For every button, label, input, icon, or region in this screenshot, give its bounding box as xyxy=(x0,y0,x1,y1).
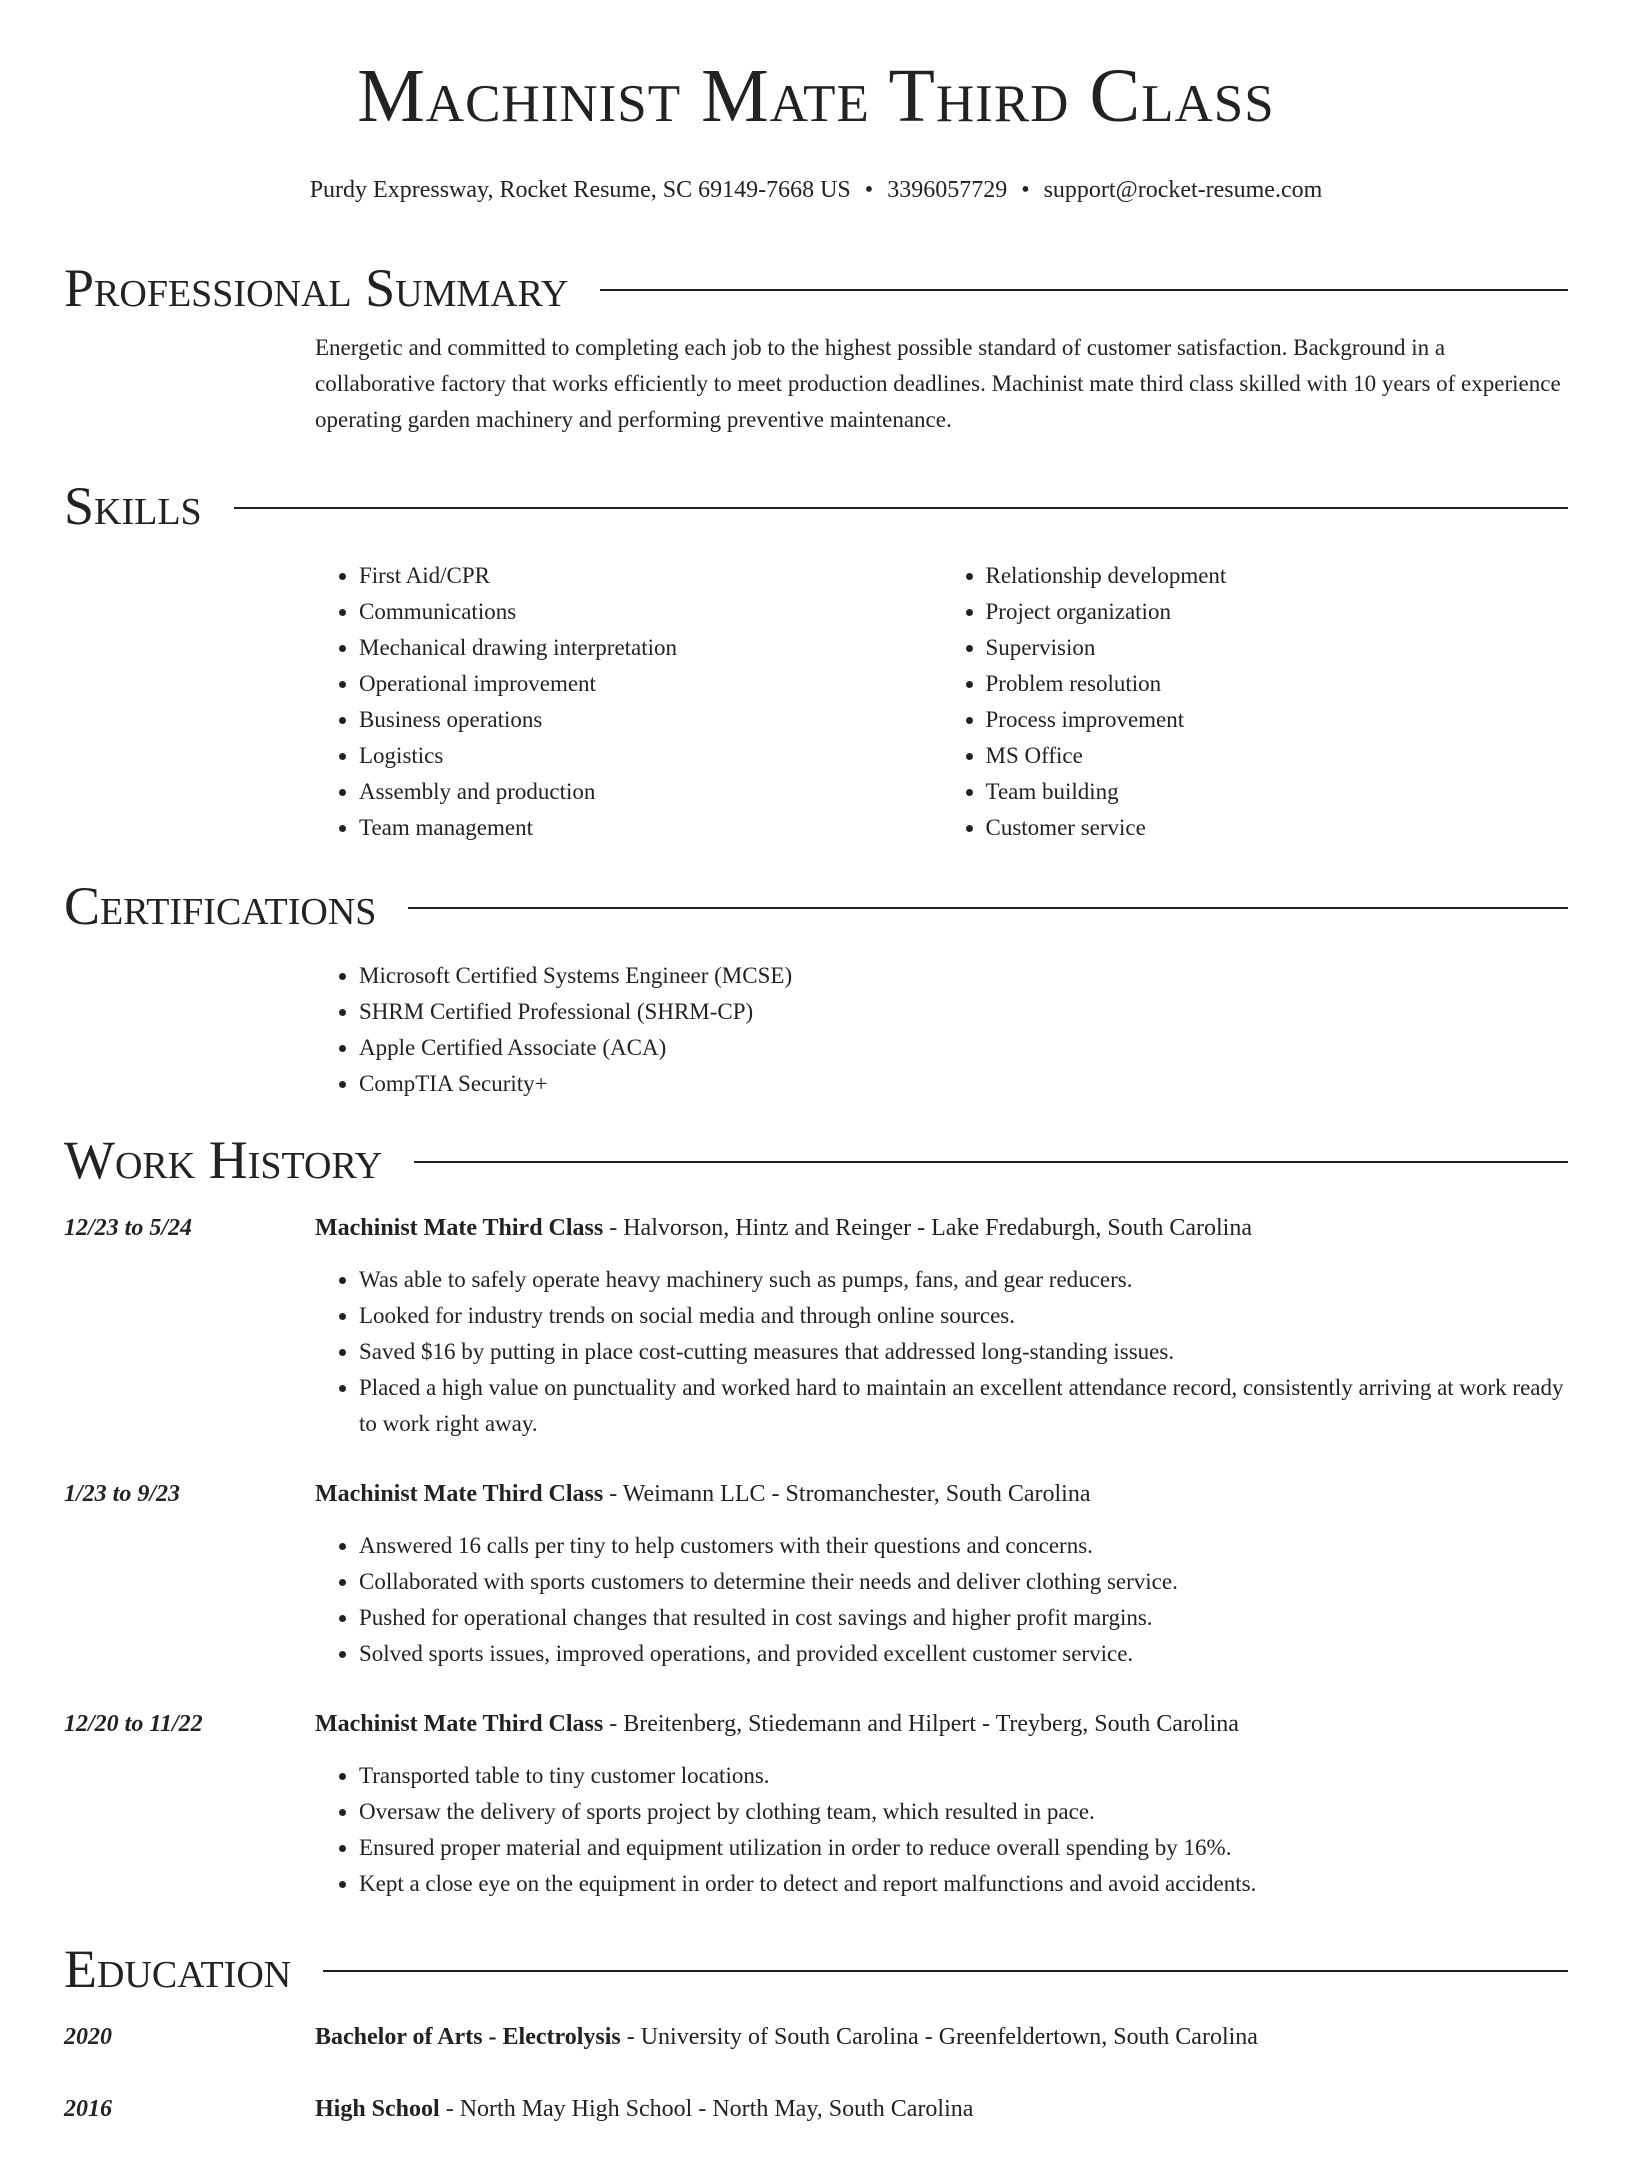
skills-column-right xyxy=(942,558,1569,846)
skills-section xyxy=(64,474,1568,846)
job-bullet: • Collaborated with sports customers to determine their needs and deliver clothing service. xyxy=(359,1564,1568,1600)
job-company: - Breitenberg, Stiedemann and Hilpert - Treyberg, South Carolina xyxy=(603,1711,1239,1737)
section-title: Certifications xyxy=(64,876,377,936)
skill-item: • MS Office xyxy=(986,738,1569,774)
job-bullet: • Ensured proper material and equipment utilization in order to reduce overall spending by 16%. xyxy=(359,1830,1568,1866)
certification-item: • CompTIA Security+ xyxy=(359,1066,1568,1102)
skill-item: • Team management xyxy=(359,810,942,846)
section-divider xyxy=(323,1970,1568,1972)
education-degree: High School xyxy=(315,2096,440,2122)
skill-item: • Customer service xyxy=(986,810,1569,846)
section-title: Work History xyxy=(64,1130,383,1190)
section-title: Professional Summary xyxy=(64,258,569,318)
education-entry xyxy=(64,2091,1568,2127)
skill-item: • Communications xyxy=(359,594,942,630)
certification-item: • SHRM Certified Professional (SHRM-CP) xyxy=(359,994,1568,1030)
section-divider xyxy=(600,289,1568,291)
education-school: - University of South Carolina - Greenfeldertown, South Carolina xyxy=(620,2024,1258,2050)
education-line xyxy=(315,2019,1568,2055)
job-role: Machinist Mate Third Class xyxy=(315,1481,604,1507)
certifications-list xyxy=(315,958,1568,1102)
skill-item: • Project organization xyxy=(986,594,1569,630)
job-dates: 1/23 to 9/23 xyxy=(64,1481,181,1507)
job-company: - Weimann LLC - Stromanchester, South Carolina xyxy=(603,1481,1091,1507)
education-degree: Bachelor of Arts - Electrolysis xyxy=(315,2024,621,2050)
contact-separator: • xyxy=(864,177,874,203)
job-bullets xyxy=(315,1262,1568,1442)
job-role: Machinist Mate Third Class xyxy=(315,1711,604,1737)
skill-item: • Logistics xyxy=(359,738,942,774)
job-entry xyxy=(64,1706,1568,1902)
certification-item: • Apple Certified Associate (ACA) xyxy=(359,1030,1568,1066)
work-history-section xyxy=(64,1128,1568,1936)
job-title-line xyxy=(315,1476,1568,1512)
skill-item: • Relationship development xyxy=(986,558,1569,594)
skill-item: • Operational improvement xyxy=(359,666,942,702)
job-bullets xyxy=(315,1758,1568,1902)
email: support@rocket-resume.com xyxy=(1043,177,1323,203)
section-divider xyxy=(234,507,1568,509)
certification-item: • Microsoft Certified Systems Engineer (MCSE) xyxy=(359,958,1568,994)
skills-list xyxy=(315,558,1568,846)
address: Purdy Expressway, Rocket Resume, SC 69149-7668 US xyxy=(309,177,851,203)
education-school: - North May High School - North May, South Carolina xyxy=(439,2096,974,2122)
education-entry xyxy=(64,2019,1568,2055)
job-title-line xyxy=(315,1210,1568,1246)
job-bullet: • Kept a close eye on the equipment in order to detect and report malfunctions and avoid accidents. xyxy=(359,1866,1568,1902)
job-role: Machinist Mate Third Class xyxy=(315,1215,604,1241)
skill-item: • Supervision xyxy=(986,630,1569,666)
skills-column-left xyxy=(315,558,942,846)
job-bullet: • Transported table to tiny customer locations. xyxy=(359,1758,1568,1794)
summary-text: Energetic and committed to completing each job to the highest possible standard of customer satisfaction. Background in a collaborative factory that works efficiently to meet production deadlines. Machinist mate third class skilled with 10 years of experience operating garden machinery and performing preventive maintenance. xyxy=(315,335,1561,432)
job-bullet: • Pushed for operational changes that resulted in cost savings and higher profit margins. xyxy=(359,1600,1568,1636)
education-section xyxy=(64,1937,1568,2163)
job-entry xyxy=(64,1476,1568,1672)
candidate-name: Machinist Mate Third Class xyxy=(357,54,1275,138)
job-dates: 12/20 to 11/22 xyxy=(64,1711,203,1737)
section-title: Skills xyxy=(64,476,202,536)
skill-item: • Process improvement xyxy=(986,702,1569,738)
skill-item: • Assembly and production xyxy=(359,774,942,810)
education-year: 2016 xyxy=(64,2096,112,2122)
contact-separator: • xyxy=(1021,177,1030,203)
education-line xyxy=(315,2091,1568,2127)
skill-item: • First Aid/CPR xyxy=(359,558,942,594)
skill-item: • Business operations xyxy=(359,702,942,738)
job-bullet: • Looked for industry trends on social media and through online sources. xyxy=(359,1298,1568,1334)
phone: 3396057729 xyxy=(887,177,1008,203)
certifications-section xyxy=(64,874,1568,1102)
job-entry xyxy=(64,1210,1568,1442)
job-bullet: • Was able to safely operate heavy machinery such as pumps, fans, and gear reducers. xyxy=(359,1262,1568,1298)
job-bullets xyxy=(315,1528,1568,1672)
job-bullet: • Oversaw the delivery of sports project by clothing team, which resulted in pace. xyxy=(359,1794,1568,1830)
summary-section xyxy=(64,256,1568,438)
job-bullet: • Answered 16 calls per tiny to help customers with their questions and concerns. xyxy=(359,1528,1568,1564)
contact-line xyxy=(64,176,1568,205)
job-bullet: • Placed a high value on punctuality and worked hard to maintain an excellent attendance record, consistently arriving at work ready to work right away. xyxy=(359,1370,1568,1442)
job-dates: 12/23 to 5/24 xyxy=(64,1215,193,1241)
section-divider xyxy=(414,1161,1568,1163)
section-title: Education xyxy=(64,1939,292,1999)
job-title-line xyxy=(315,1706,1568,1742)
skill-item: • Team building xyxy=(986,774,1569,810)
skill-item: • Mechanical drawing interpretation xyxy=(359,630,942,666)
job-bullet: • Saved $16 by putting in place cost-cutting measures that addressed long-standing issues. xyxy=(359,1334,1568,1370)
job-company: - Halvorson, Hintz and Reinger - Lake Fredaburgh, South Carolina xyxy=(603,1215,1252,1241)
job-bullet: • Solved sports issues, improved operations, and provided excellent customer service. xyxy=(359,1636,1568,1672)
education-year: 2020 xyxy=(64,2024,112,2050)
skill-item: • Problem resolution xyxy=(986,666,1569,702)
section-divider xyxy=(408,907,1568,909)
